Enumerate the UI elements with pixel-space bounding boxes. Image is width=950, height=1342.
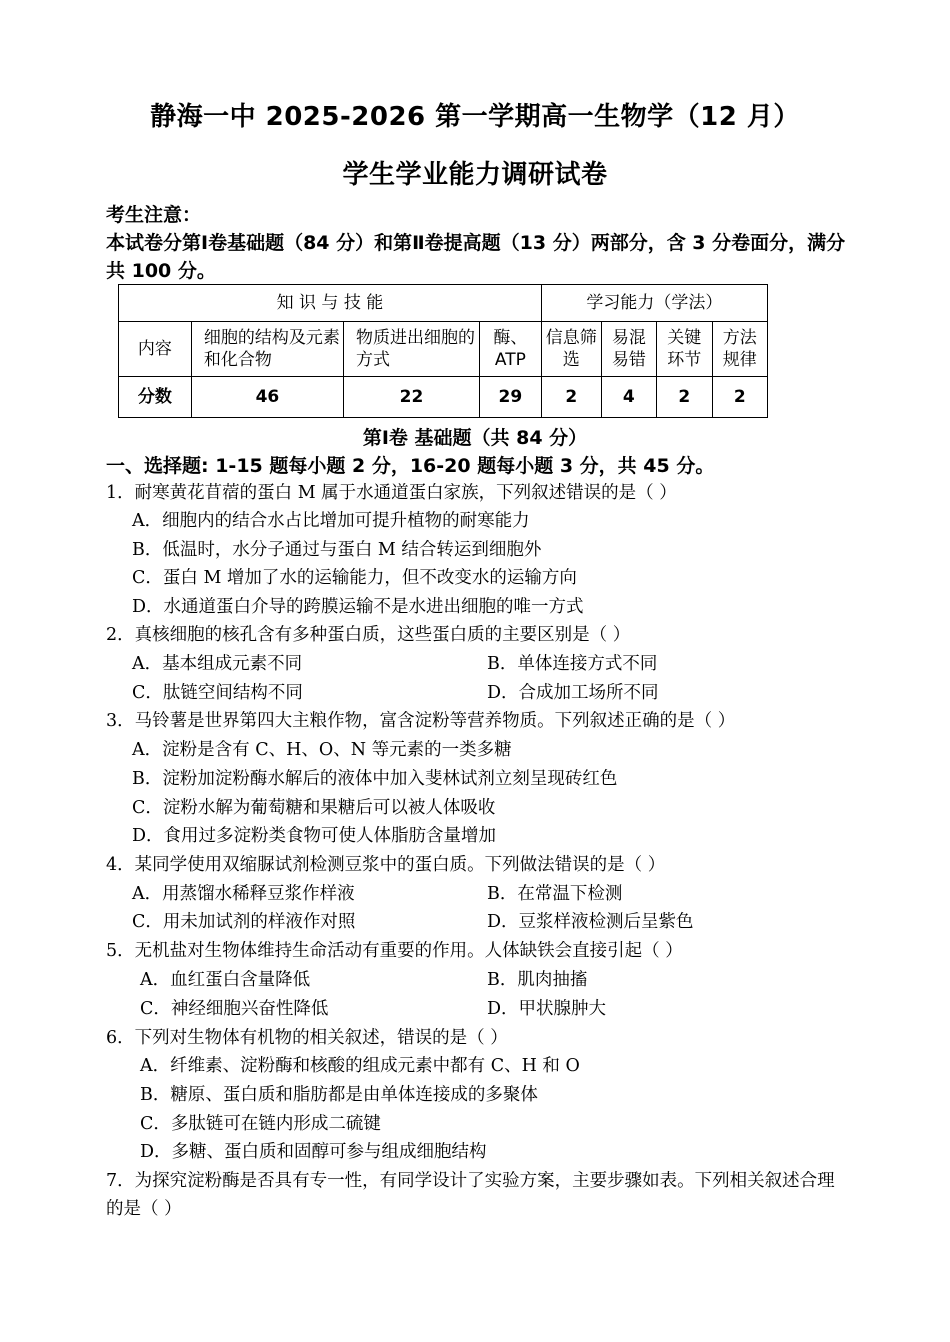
- table-row: [119, 377, 768, 418]
- option: D．豆浆样液检测后呈紫色: [487, 912, 694, 932]
- score-cell: 22: [344, 377, 480, 418]
- question-stem: 2．真核细胞的核孔含有多种蛋白质，这些蛋白质的主要区别是（ ）: [106, 625, 631, 645]
- option: C．淀粉水解为葡萄糖和果糖后可以被人体吸收: [132, 798, 496, 818]
- score-cell: 4: [601, 377, 656, 418]
- option: B．淀粉加淀粉酶水解后的液体中加入斐林试剂立刻呈现砖红色: [132, 769, 618, 789]
- option: D．食用过多淀粉类食物可使人体脂肪含量增加: [132, 826, 497, 846]
- column-label: 信息筛选: [541, 322, 601, 377]
- column-label: 酶、ATP: [479, 322, 541, 377]
- option: D．合成加工场所不同: [487, 683, 659, 703]
- option: A．基本组成元素不同: [132, 654, 303, 674]
- option: C．多肽链可在链内形成二硫键: [140, 1114, 381, 1134]
- option: B．肌肉抽搐: [487, 970, 588, 990]
- exam-title-line2: 学生学业能力调研试卷: [342, 160, 608, 190]
- question-stem: 6．下列对生物体有机物的相关叙述，错误的是（ ）: [106, 1028, 508, 1048]
- score-distribution-table: [118, 284, 768, 418]
- score-cell: 2: [712, 377, 768, 418]
- score-cell: 2: [541, 377, 601, 418]
- score-cell: 2: [657, 377, 712, 418]
- score-cell: 29: [479, 377, 541, 418]
- option: D．水通道蛋白介导的跨膜运输不是水进出细胞的唯一方式: [132, 597, 584, 617]
- exam-title-line1: 静海一中 2025-2026 第一学期高一生物学（12 月）: [150, 102, 800, 132]
- option: B．单体连接方式不同: [487, 654, 658, 674]
- option: B．在常温下检测: [487, 884, 623, 904]
- table-row: [119, 322, 768, 377]
- notice-label: 考生注意：: [106, 204, 202, 226]
- option: A．用蒸馏水稀释豆浆作样液: [132, 884, 355, 904]
- column-label: 方法规律: [712, 322, 768, 377]
- option: A．血红蛋白含量降低: [140, 970, 311, 990]
- score-cell: 46: [191, 377, 343, 418]
- option: D．甲状腺肿大: [487, 999, 607, 1019]
- notice-text: 本试卷分第Ⅰ卷基础题（84 分）和第Ⅱ卷提高题（13 分）两部分，含 3 分卷面分，满分共 100 分。: [106, 232, 846, 282]
- question-stem: 7．为探究淀粉酶是否具有专一性，有同学设计了实验方案，主要步骤如表。下列相关叙述合理的是（ ）: [106, 1171, 835, 1219]
- group-learning-ability: 学习能力（学法）: [541, 285, 767, 322]
- column-label: 物质进出细胞的方式: [344, 322, 480, 377]
- option: B．糖原、蛋白质和脂肪都是由单体连接成的多聚体: [140, 1085, 538, 1105]
- table-row: [119, 285, 768, 322]
- question-stem: 3．马铃薯是世界第四大主粮作物，富含淀粉等营养物质。下列叙述正确的是（ ）: [106, 711, 736, 731]
- column-label: 细胞的结构及元素和化合物: [191, 322, 343, 377]
- option: C．神经细胞兴奋性降低: [140, 999, 329, 1019]
- column-label: 易混易错: [601, 322, 656, 377]
- part-heading: 一、选择题: 1-15 题每小题 2 分，16-20 题每小题 3 分，共 45 分。: [106, 455, 715, 477]
- section-title: 第Ⅰ卷 基础题（共 84 分）: [362, 427, 588, 449]
- option: C．肽链空间结构不同: [132, 683, 303, 703]
- option: A．淀粉是含有 C、H、O、N 等元素的一类多糖: [132, 740, 512, 760]
- column-label: 关键环节: [657, 322, 712, 377]
- option: A．细胞内的结合水占比增加可提升植物的耐寒能力: [132, 511, 530, 531]
- question-stem: 5．无机盐对生物体维持生命活动有重要的作用。人体缺铁会直接引起（ ）: [106, 941, 683, 961]
- option: B．低温时，水分子通过与蛋白 M 结合转运到细胞外: [132, 540, 542, 560]
- question-stem: 4．某同学使用双缩脲试剂检测豆浆中的蛋白质。下列做法错误的是（ ）: [106, 855, 666, 875]
- row-label-score: 分数: [119, 377, 192, 418]
- group-knowledge-skill: 知 识 与 技 能: [119, 285, 542, 322]
- option: A．纤维素、淀粉酶和核酸的组成元素中都有 C、H 和 O: [140, 1056, 580, 1076]
- row-label-content: 内容: [119, 322, 192, 377]
- option: C．蛋白 M 增加了水的运输能力，但不改变水的运输方向: [132, 568, 577, 588]
- option: C．用未加试剂的样液作对照: [132, 912, 356, 932]
- question-stem: 1．耐寒黄花苜蓿的蛋白 M 属于水通道蛋白家族，下列叙述错误的是（ ）: [106, 483, 677, 503]
- option: D．多糖、蛋白质和固醇可参与组成细胞结构: [140, 1142, 487, 1162]
